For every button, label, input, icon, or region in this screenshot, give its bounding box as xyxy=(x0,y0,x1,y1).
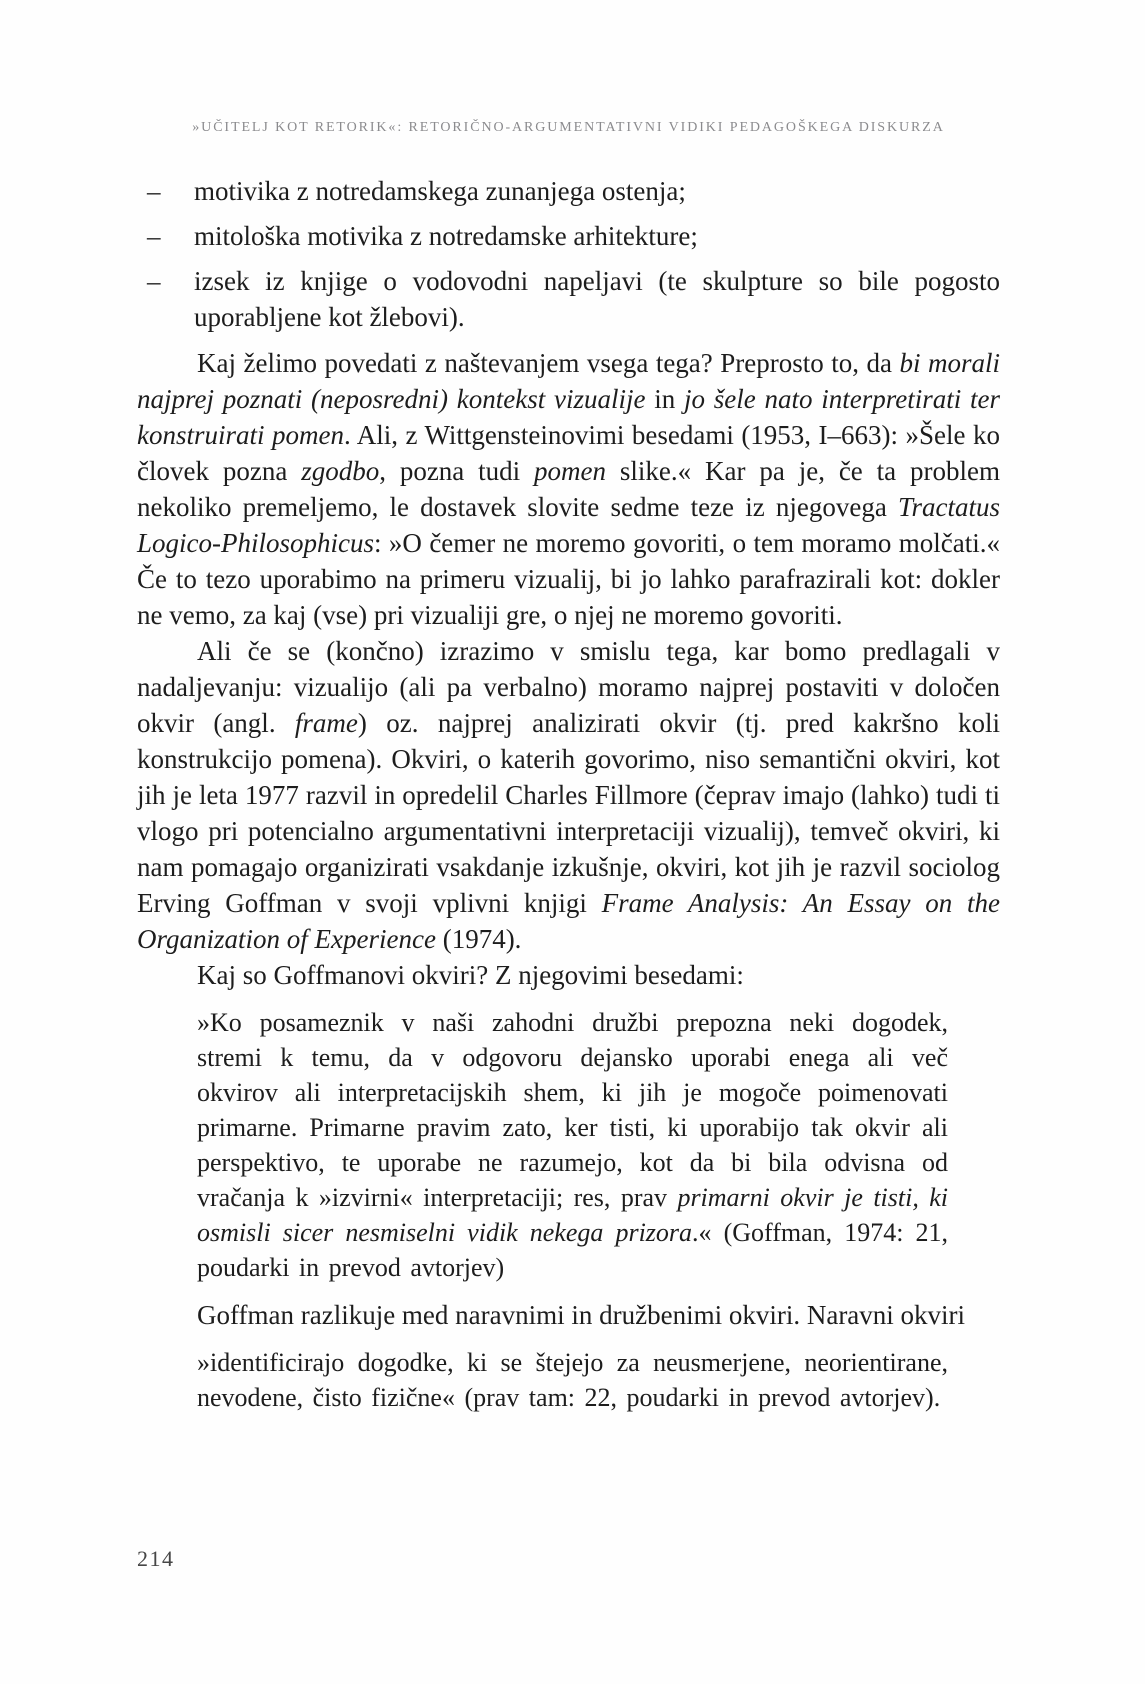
dash-marker: – xyxy=(147,221,161,251)
blockquote-goffman-primary-frames: »Ko posameznik v naši zahodni družbi prepozna neki dogodek, stremi k temu, da v odgovoru dejansko uporabi enega ali več okvirov ali interpretacijskih shem, ki jih je mogoče poimenovati primarne. Primarne pravim zato, ker tisti, ki uporabijo tak okvir ali perspektivo, te uporabe ne razumejo, kot da bi bila odvisna od vračanja k »izvirni« interpretaciji; res, prav primarni okvir je tisti, ki osmisli sicer nesmiselni vidik nekega prizora.« (Goffman, 1974: 21, poudarki in prevod avtorjev) xyxy=(197,1008,949,1282)
page-number: 214 xyxy=(137,1546,175,1571)
paragraph-wittgenstein: Kaj želimo povedati z naštevanjem vsega tega? Preprosto to, da bi morali najprej poznati (neposredni) kontekst vizualije in jo šele nato interpretirati ter konstruirati pomen. Ali, z Wittgensteinovimi besedami (1953, I–663): »Šele ko človek pozna zgodbo, pozna tudi pomen slike.« Kar pa je, če ta problem nekoliko premeljemo, le dostavek slovite sedme teze iz njegovega Tractatus Logico-Philosophicus: »O čemer ne moremo govoriti, o tem moramo molčati.« Če to tezo uporabimo na primeru vizualij, bi jo lahko parafrazirali kot: dokler ne vemo, za kaj (vse) pri vizualiji gre, o njej ne moremo govoriti. xyxy=(137,348,1001,630)
dash-marker: – xyxy=(147,266,161,296)
dash-list xyxy=(137,173,1000,335)
list-item xyxy=(137,173,1000,209)
paragraph-frames-intro: Ali če se (končno) izrazimo v smislu tega, kar bomo predlagali v nadaljevanju: vizualijo (ali pa verbalno) moramo najprej postaviti v določen okvir (angl. frame) oz. najprej analizirati okvir (tj. pred kakršno koli konstrukcijo pomena). Okviri, o katerih govorimo, niso semantični okviri, kot jih je leta 1977 razvil in opredelil Charles Fillmore (čeprav imajo (lahko) tudi ti vlogo pri potencialno argumentativni interpretaciji vizualij), temveč okviri, ki nam pomagajo organizirati vsakdanje izkušnje, okviri, kot jih je razvil sociolog Erving Goffman v svoji vplivni knjigi Frame Analysis: An Essay on the Organization of Experience (1974). xyxy=(137,636,1001,954)
page-body xyxy=(137,173,1000,1415)
dash-marker: – xyxy=(147,176,161,206)
list-item xyxy=(137,218,1000,254)
list-item-text: izsek iz knjige o vodovodni napeljavi (te skulpture so bile pogosto uporabljene kot žlebovi). xyxy=(194,266,1000,332)
blockquote-natural-frames: »identificirajo dogodke, ki se štejejo za neusmerjene, neorientirane, nevodene, čisto fizične« (prav tam: 22, poudarki in prevod avtorjev). xyxy=(197,1348,948,1412)
running-head-text: »UČITELJ KOT RETORIK«: RETORIČNO-ARGUMENTATIVNI VIDIKI PEDAGOŠKEGA DISKURZA xyxy=(192,120,945,135)
paragraph-natural-social-frames: Goffman razlikuje med naravnimi in družbenimi okviri. Naravni okviri xyxy=(197,1300,966,1330)
running-head xyxy=(137,120,1000,136)
list-item-text: motivika z notredamskega zunanjega ostenja; xyxy=(194,176,686,206)
paragraph-goffman-question: Kaj so Goffmanovi okviri? Z njegovimi besedami: xyxy=(197,960,744,990)
list-item xyxy=(137,263,1000,335)
list-item-text: mitološka motivika z notredamske arhitekture; xyxy=(194,221,698,251)
